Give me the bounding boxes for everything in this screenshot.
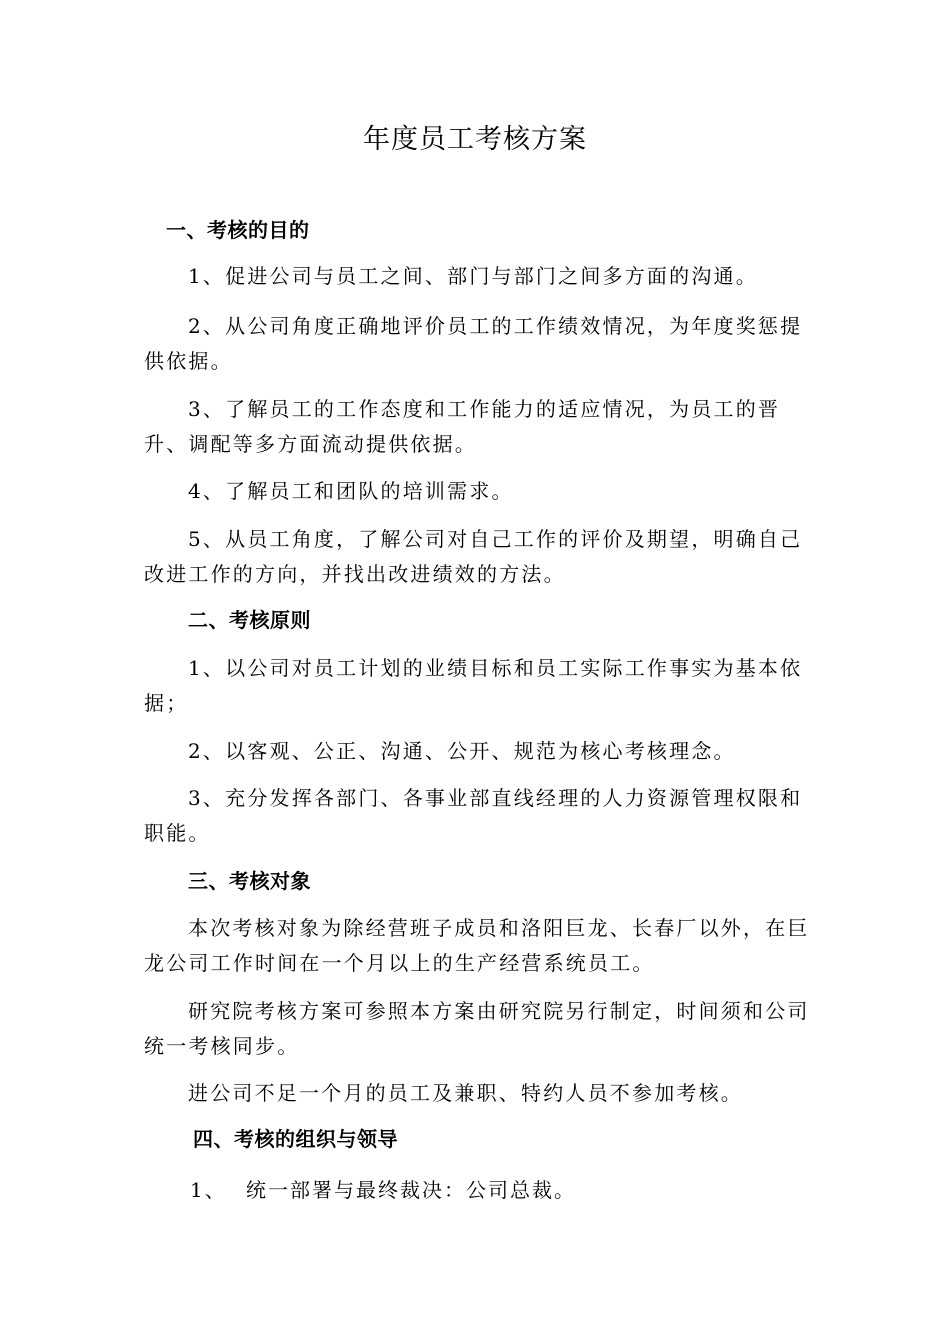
list-item-number: 1、 <box>190 1178 227 1202</box>
document-title: 年度员工考核方案 <box>363 124 587 155</box>
section-heading-purpose: 一、考核的目的 <box>166 218 310 242</box>
paragraph: 1、以公司对员工计划的业绩目标和员工实际工作事实为基本依据； <box>144 656 803 715</box>
list-item <box>190 1173 576 1208</box>
list-item-text: 统一部署与最终裁决：公司总裁。 <box>246 1178 576 1202</box>
paragraph: 4、了解员工和团队的培训需求。 <box>188 479 514 503</box>
section-heading-principles: 二、考核原则 <box>188 608 311 632</box>
paragraph: 研究院考核方案可参照本方案由研究院另行制定，时间须和公司统一考核同步。 <box>144 999 810 1058</box>
paragraph: 5、从员工角度，了解公司对自己工作的评价及期望，明确自己改进工作的方向，并找出改进绩效的方法。 <box>144 527 803 586</box>
paragraph: 1、促进公司与员工之间、部门与部门之间多方面的沟通。 <box>188 264 758 288</box>
paragraph: 2、从公司角度正确地评价员工的工作绩效情况，为年度奖惩提供依据。 <box>144 314 803 373</box>
section-heading-targets: 三、考核对象 <box>188 869 311 893</box>
section-heading-organization: 四、考核的组织与领导 <box>193 1127 398 1151</box>
paragraph: 3、了解员工的工作态度和工作能力的适应情况，为员工的晋升、调配等多方面流动提供依据。 <box>144 397 781 456</box>
paragraph: 3、充分发挥各部门、各事业部直线经理的人力资源管理权限和职能。 <box>144 786 803 845</box>
paragraph: 2、以客观、公正、沟通、公开、规范为核心考核理念。 <box>188 739 736 763</box>
paragraph: 进公司不足一个月的员工及兼职、特约人员不参加考核。 <box>188 1081 743 1105</box>
paragraph: 本次考核对象为除经营班子成员和洛阳巨龙、长春厂以外，在巨龙公司工作时间在一个月以上的生产经营系统员工。 <box>144 916 810 975</box>
